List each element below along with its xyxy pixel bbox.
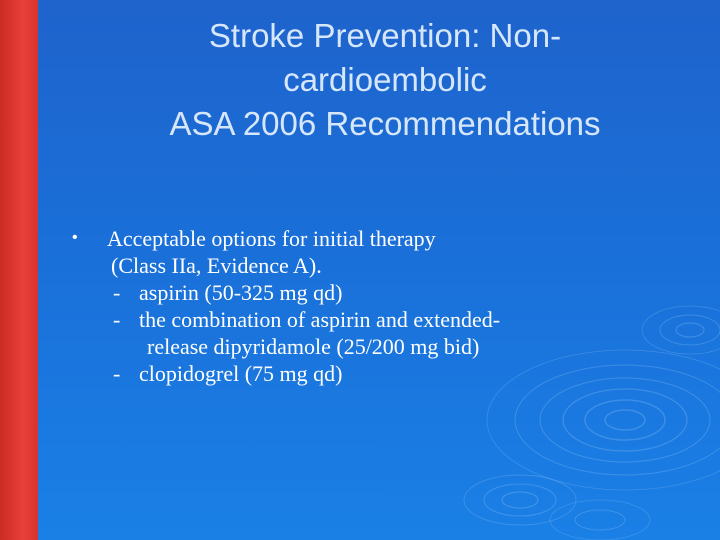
sub-item-text: the combination of aspirin and extended-	[139, 307, 501, 332]
bullet-icon: •	[72, 229, 78, 246]
sub-item-combination	[72, 306, 632, 333]
slide-title	[80, 14, 690, 146]
slide-body	[72, 225, 632, 387]
dash-marker: -	[113, 307, 121, 332]
sub-item-continuation	[72, 333, 632, 360]
title-line-2: cardioembolic	[283, 61, 487, 98]
sub-item-text: clopidogrel (75 mg qd)	[139, 361, 343, 386]
sub-item-aspirin	[72, 279, 632, 306]
dash-marker: -	[113, 280, 121, 305]
sub-item-continuation-text: release dipyridamole (25/200 mg bid)	[147, 334, 480, 359]
sub-item-text: aspirin (50-325 mg qd)	[139, 280, 343, 305]
bullet-item	[72, 225, 632, 252]
sub-item-clopidogrel	[72, 360, 632, 387]
title-line-1: Stroke Prevention: Non-	[208, 17, 562, 54]
dash-marker: -	[113, 361, 121, 386]
bullet-continuation	[72, 252, 632, 279]
bullet-text: Acceptable options for initial therapy	[107, 226, 436, 251]
title-line-3: ASA 2006 Recommendations	[169, 105, 601, 142]
bullet-continuation-text: (Class IIa, Evidence A).	[111, 253, 322, 278]
